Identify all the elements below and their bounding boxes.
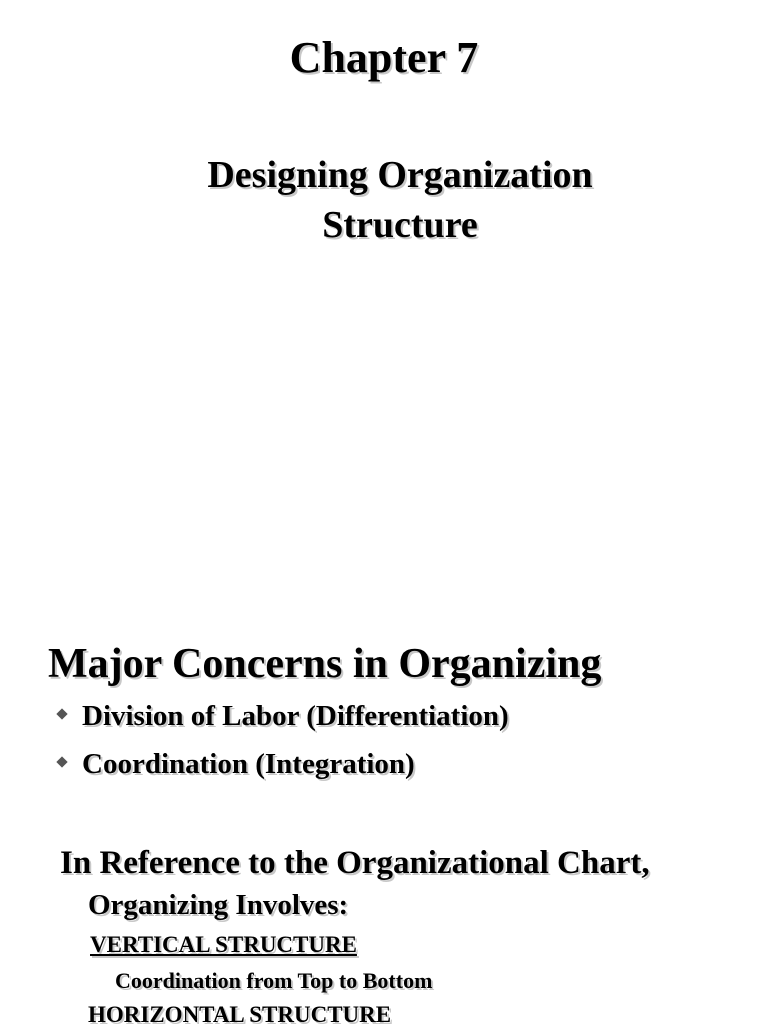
horizontal-structure-label: HORIZONTAL STRUCTURE <box>88 1002 392 1027</box>
bullet-text: Coordination (Integration) <box>82 748 415 780</box>
subtitle-line-2: Structure <box>322 204 478 246</box>
reference-subheading: Organizing Involves: <box>88 889 349 921</box>
diamond-bullet-icon <box>56 756 67 767</box>
subtitle-line-1: Designing Organization <box>207 154 593 196</box>
chapter-subtitle <box>180 150 620 250</box>
chapter-title: Chapter 7 <box>289 33 479 82</box>
bullet-item <box>58 746 509 794</box>
diamond-bullet-icon <box>56 708 67 719</box>
content-slide <box>0 630 768 1027</box>
bullet-text: Division of Labor (Differentiation) <box>82 700 509 732</box>
bullet-list <box>58 698 509 794</box>
slide-heading: Major Concerns in Organizing <box>48 641 602 687</box>
bullet-item <box>58 698 509 746</box>
vertical-structure-detail: Coordination from Top to Bottom <box>115 968 433 993</box>
reference-heading: In Reference to the Organizational Chart, <box>60 845 650 881</box>
vertical-structure-label: VERTICAL STRUCTURE <box>90 932 357 957</box>
